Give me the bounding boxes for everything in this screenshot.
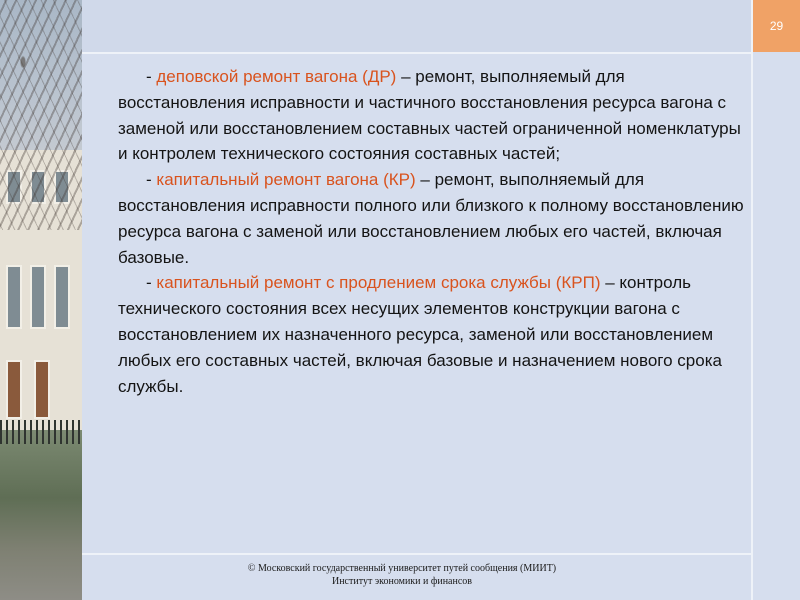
footer-copyright: © Московский государственный университет путей сообщения (МИИТ) xyxy=(247,563,557,574)
paragraph-krp xyxy=(118,270,748,399)
window xyxy=(54,265,70,329)
door xyxy=(34,360,50,419)
tree-branches xyxy=(0,0,82,230)
definition-kr: – ремонт, выполняемый для восстановления исправности полного или близкого к полному восстановлению ресурса вагона с заменой или восстановлением любых его частей, включая базовые. xyxy=(118,170,744,267)
bullet-dash: - xyxy=(146,67,157,86)
divider-bottom xyxy=(82,553,751,555)
bullet-dash: - xyxy=(146,170,157,190)
definition-dr: – ремонт, выполняемый для восстановления исправности и частичного восстановления ресурса вагона с заменой или восстановлением составных частей ограниченной номенклатуры и контролем технического состояния составных частей; xyxy=(118,67,741,164)
bullet-dash: - xyxy=(146,273,157,293)
fence xyxy=(0,420,82,444)
page-number-text: 29 xyxy=(769,19,784,33)
term-kr: капитальный ремонт вагона (КР) xyxy=(156,170,416,190)
page-number xyxy=(753,0,800,52)
footer-institute: Институт экономики и финансов xyxy=(331,576,473,587)
slide-body xyxy=(118,64,748,399)
window xyxy=(30,265,46,329)
slide-footer xyxy=(82,562,722,588)
slide-header-bar xyxy=(82,0,751,54)
window xyxy=(6,265,22,329)
lawn xyxy=(0,430,82,600)
paragraph-dr xyxy=(118,64,748,167)
definition-krp: – контроль технического состояния всех несущих элементов конструкции вагона с восстановлением их назначенного ресурса, заменой или восстановлением любых его составных частей, включая базовые и назначением нового срока службы. xyxy=(118,273,722,396)
door xyxy=(6,360,22,419)
building-photo xyxy=(0,0,82,600)
term-dr: деповской ремонт вагона (ДР) xyxy=(156,67,397,86)
divider-vertical xyxy=(751,0,753,600)
paragraph-kr xyxy=(118,167,748,270)
term-krp: капитальный ремонт с продлением срока службы (КРП) xyxy=(156,273,601,293)
